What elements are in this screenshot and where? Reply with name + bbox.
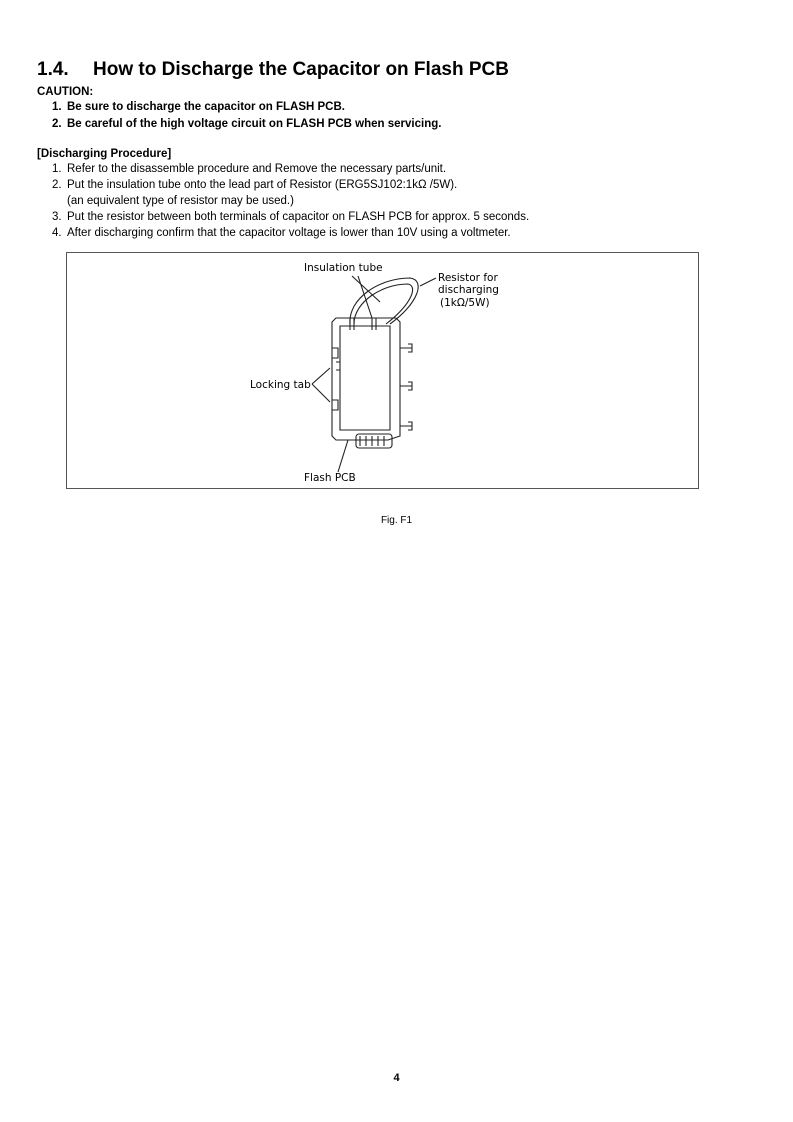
caution-item: 2. Be careful of the high voltage circuit on FLASH PCB when servicing. bbox=[52, 117, 442, 130]
flash-tube bbox=[356, 434, 392, 448]
capacitor-terminal bbox=[372, 318, 376, 330]
flash-pcb-diagram bbox=[240, 258, 540, 488]
pcb-bracket-inner bbox=[340, 326, 390, 430]
caution-title: CAUTION: bbox=[37, 86, 94, 98]
caution-item: 1. Be sure to discharge the capacitor on FLASH PCB. bbox=[52, 101, 345, 113]
label-insulation-tube: Insulation tube bbox=[304, 262, 383, 274]
label-resistor-line1: Resistor for bbox=[438, 272, 498, 284]
procedure-list bbox=[52, 161, 529, 241]
procedure-item: 2. Put the insulation tube onto the lead part of Resistor (ERG5SJ102:1kΩ /5W). bbox=[52, 179, 458, 191]
procedure-item: 4. After discharging confirm that the capacitor voltage is lower than 10V using a voltmeter. bbox=[52, 227, 511, 239]
procedure-item-note: (an equivalent type of resistor may be used.) bbox=[67, 195, 294, 207]
pcb-pin bbox=[400, 344, 412, 352]
locking-tab-lower bbox=[332, 400, 338, 410]
procedure-item: 1. Refer to the disassemble procedure and Remove the necessary parts/unit. bbox=[52, 163, 447, 175]
capacitor-terminal bbox=[350, 318, 354, 330]
locking-tab-upper bbox=[332, 348, 338, 358]
procedure-item: 3. Put the resistor between both terminals of capacitor on FLASH PCB for approx. 5 seconds. bbox=[52, 211, 530, 223]
procedure-title: [Discharging Procedure] bbox=[37, 148, 172, 160]
label-resistor-line2: discharging bbox=[438, 284, 499, 296]
pcb-pin bbox=[400, 382, 412, 390]
leader-flash-pcb bbox=[338, 440, 348, 472]
label-resistor-line3: (1kΩ/5W) bbox=[440, 297, 490, 309]
label-flash-pcb: Flash PCB bbox=[304, 472, 356, 484]
section-title: How to Discharge the Capacitor on Flash PCB bbox=[93, 59, 509, 80]
pcb-pin bbox=[400, 422, 412, 430]
figure-caption: Fig. F1 bbox=[380, 515, 413, 526]
leader-locking-tab bbox=[312, 368, 330, 402]
page-number: 4 bbox=[393, 1072, 400, 1084]
section-number: 1.4. bbox=[37, 59, 69, 80]
leader-resistor bbox=[420, 278, 436, 286]
caution-list bbox=[52, 99, 441, 132]
label-locking-tab: Locking tab bbox=[250, 379, 311, 391]
section-heading bbox=[37, 59, 509, 81]
